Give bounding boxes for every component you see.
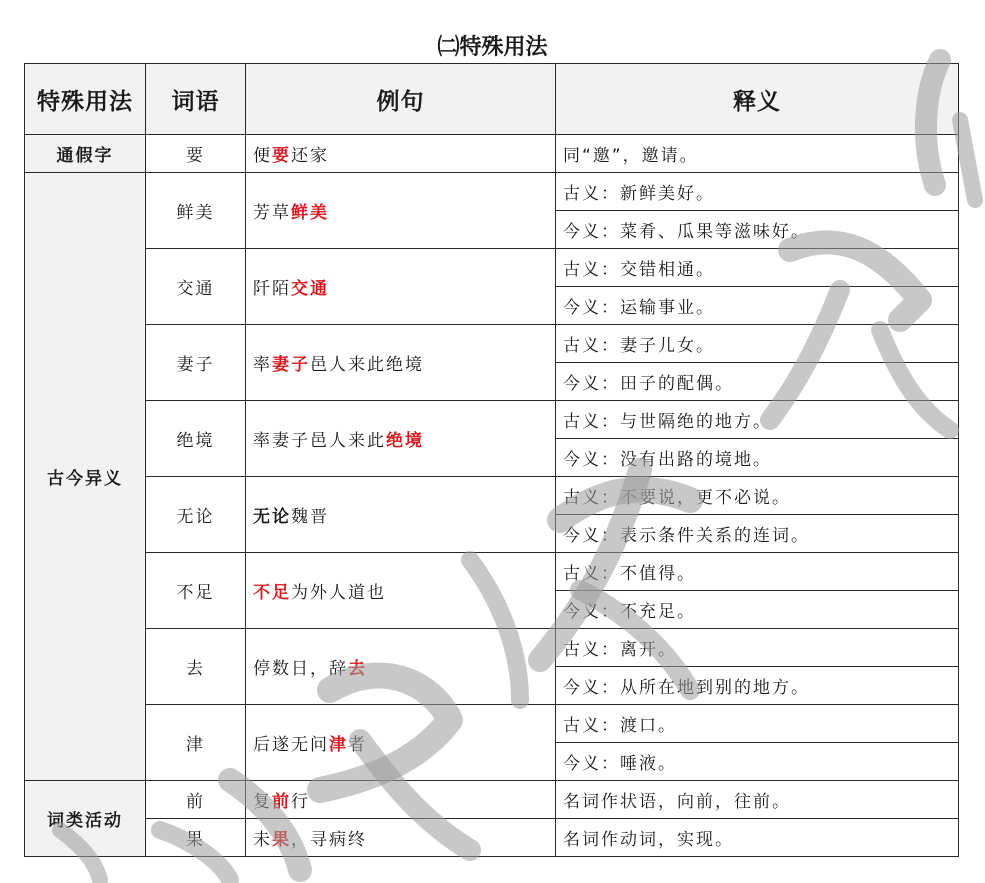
- meaning-cell: 名词作状语，向前，往前。: [556, 781, 959, 819]
- example-cell: 未果，寻病终: [246, 819, 556, 857]
- old-meaning-cell: 古义：新鲜美好。: [556, 173, 959, 211]
- old-meaning-cell: 古义：与世隔绝的地方。: [556, 401, 959, 439]
- example-cell: 停数日，辞去: [246, 629, 556, 705]
- table-title: ㈡特殊用法: [437, 35, 548, 60]
- highlight-word: 鲜美: [291, 203, 329, 223]
- category-gujin: 古今异义: [25, 173, 146, 781]
- header-special-usage: 特殊用法: [25, 64, 146, 135]
- highlight-word: 前: [272, 792, 291, 812]
- table-row: [25, 477, 959, 515]
- category-cilei: 词类活动: [25, 781, 146, 857]
- table-row: [25, 629, 959, 667]
- old-meaning-cell: 古义：渡口。: [556, 705, 959, 743]
- word-cell: 要: [146, 135, 246, 173]
- table-row: [25, 249, 959, 287]
- word-cell: 交通: [146, 249, 246, 325]
- new-meaning-cell: 今义：从所在地到别的地方。: [556, 667, 959, 705]
- new-meaning-cell: 今义：表示条件关系的连词。: [556, 515, 959, 553]
- highlight-word: 要: [272, 146, 291, 166]
- example-cell: 便要还家: [246, 135, 556, 173]
- new-meaning-cell: 今义：没有出路的境地。: [556, 439, 959, 477]
- word-cell: 不足: [146, 553, 246, 629]
- highlight-word: 妻子: [272, 355, 310, 375]
- table-row: [25, 553, 959, 591]
- old-meaning-cell: 古义：妻子儿女。: [556, 325, 959, 363]
- highlight-word: 去: [348, 659, 367, 679]
- word-cell: 果: [146, 819, 246, 857]
- table-row: [25, 705, 959, 743]
- header-meaning: 释义: [556, 64, 959, 135]
- new-meaning-cell: 今义：菜肴、瓜果等滋味好。: [556, 211, 959, 249]
- category-tongjia: 通假字: [25, 135, 146, 173]
- table-row: [25, 135, 959, 173]
- example-cell: 无论魏晋: [246, 477, 556, 553]
- table-row: [25, 781, 959, 819]
- highlight-word: 交通: [291, 279, 329, 299]
- table-row: [25, 325, 959, 363]
- example-cell: 复前行: [246, 781, 556, 819]
- header-example: 例句: [246, 64, 556, 135]
- word-cell: 前: [146, 781, 246, 819]
- old-meaning-cell: 古义：不要说，更不必说。: [556, 477, 959, 515]
- word-cell: 鲜美: [146, 173, 246, 249]
- example-cell: 率妻子邑人来此绝境: [246, 325, 556, 401]
- special-usage-table: [24, 63, 959, 857]
- new-meaning-cell: 今义：田子的配偶。: [556, 363, 959, 401]
- new-meaning-cell: 今义：唾液。: [556, 743, 959, 781]
- header-row: [25, 64, 959, 135]
- table-row: [25, 401, 959, 439]
- word-cell: 无论: [146, 477, 246, 553]
- old-meaning-cell: 古义：交错相通。: [556, 249, 959, 287]
- highlight-word: 绝境: [386, 431, 424, 451]
- meaning-cell: 同“邀”，邀请。: [556, 135, 959, 173]
- word-cell: 绝境: [146, 401, 246, 477]
- table-row: [25, 173, 959, 211]
- word-cell: 妻子: [146, 325, 246, 401]
- highlight-word: 不足: [253, 583, 291, 603]
- example-cell: 不足为外人道也: [246, 553, 556, 629]
- highlight-word: 津: [329, 735, 348, 755]
- word-cell: 去: [146, 629, 246, 705]
- example-cell: 芳草鲜美: [246, 173, 556, 249]
- example-cell: 率妻子邑人来此绝境: [246, 401, 556, 477]
- header-word: 词语: [146, 64, 246, 135]
- example-cell: 后遂无问津者: [246, 705, 556, 781]
- new-meaning-cell: 今义：不充足。: [556, 591, 959, 629]
- old-meaning-cell: 古义：离开。: [556, 629, 959, 667]
- table-row: [25, 819, 959, 857]
- meaning-cell: 名词作动词，实现。: [556, 819, 959, 857]
- new-meaning-cell: 今义：运输事业。: [556, 287, 959, 325]
- highlight-word: 无论: [253, 507, 291, 527]
- example-cell: 阡陌交通: [246, 249, 556, 325]
- word-cell: 津: [146, 705, 246, 781]
- highlight-word: 果: [272, 830, 291, 850]
- old-meaning-cell: 古义：不值得。: [556, 553, 959, 591]
